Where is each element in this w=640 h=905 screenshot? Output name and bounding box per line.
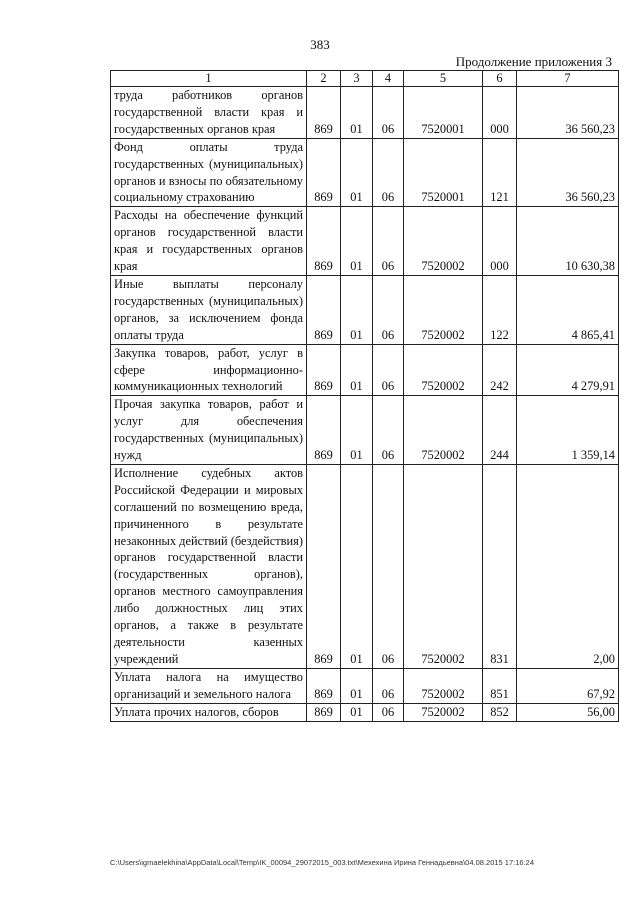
target-article-cell: 7520002 [404,396,483,465]
subsection-code-cell: 06 [373,207,404,276]
expense-name-cell: Фонд оплаты труда государственных (муниципальных) органов и взносы по обязательному социальному страхованию [111,138,307,207]
expense-name-cell: Уплата прочих налогов, сборов [111,703,307,721]
admin-code-cell: 869 [307,464,341,668]
table-row [111,207,619,276]
section-code-cell: 01 [341,464,373,668]
expense-type-cell: 852 [483,703,517,721]
column-header: 3 [341,71,373,87]
amount-cell: 4 279,91 [517,344,619,396]
admin-code-cell: 869 [307,87,341,139]
subsection-code-cell: 06 [373,87,404,139]
section-code-cell: 01 [341,87,373,139]
target-article-cell: 7520002 [404,464,483,668]
table-row [111,138,619,207]
subsection-code-cell: 06 [373,344,404,396]
expense-type-cell: 000 [483,87,517,139]
admin-code-cell: 869 [307,703,341,721]
amount-cell: 4 865,41 [517,275,619,344]
table-row [111,396,619,465]
target-article-cell: 7520002 [404,703,483,721]
amount-cell: 36 560,23 [517,138,619,207]
target-article-cell: 7520001 [404,138,483,207]
section-code-cell: 01 [341,344,373,396]
expense-name-cell: Закупка товаров, работ, услуг в сфере информационно-коммуникационных технологий [111,344,307,396]
amount-cell: 36 560,23 [517,87,619,139]
column-header: 7 [517,71,619,87]
column-header: 6 [483,71,517,87]
subsection-code-cell: 06 [373,275,404,344]
expense-type-cell: 244 [483,396,517,465]
table-row [111,464,619,668]
target-article-cell: 7520002 [404,275,483,344]
section-code-cell: 01 [341,703,373,721]
page-number: 383 [310,37,330,52]
expense-type-cell: 831 [483,464,517,668]
admin-code-cell: 869 [307,396,341,465]
table-row [111,87,619,139]
amount-cell: 2,00 [517,464,619,668]
expense-name-cell: Расходы на обеспечение функций органов государственной власти края и государственных органов края [111,207,307,276]
expense-type-cell: 122 [483,275,517,344]
admin-code-cell: 869 [307,138,341,207]
file-path-footer: C:\Users\igmaelekhina\AppData\Local\Temp\IK_00094_29072015_003.txt\Мехехина Ирина Геннадьевна\04.08.2015 17:16:24 [110,858,534,867]
section-code-cell: 01 [341,275,373,344]
expense-type-cell: 851 [483,668,517,703]
subsection-code-cell: 06 [373,703,404,721]
section-code-cell: 01 [341,668,373,703]
table-row [111,275,619,344]
column-header: 4 [373,71,404,87]
column-number-header-row [111,71,619,87]
amount-cell: 67,92 [517,668,619,703]
target-article-cell: 7520002 [404,344,483,396]
column-header: 2 [307,71,341,87]
admin-code-cell: 869 [307,344,341,396]
expense-name-cell: Исполнение судебных актов Российской Федерации и мировых соглашений по возмещению вреда, причиненного в результате незаконных действий (бездействия) органов государственной власти (государственных органов), органов местного самоуправления либо должностных лиц этих органов, а также в результате деятельности казенных учреждений [111,464,307,668]
subsection-code-cell: 06 [373,668,404,703]
expense-name-cell: Иные выплаты персоналу государственных (муниципальных) органов, за исключением фонда оплаты труда [111,275,307,344]
target-article-cell: 7520002 [404,207,483,276]
target-article-cell: 7520002 [404,668,483,703]
expense-name-cell: труда работников органов государственной власти края и государственных органов края [111,87,307,139]
section-code-cell: 01 [341,396,373,465]
table-row [111,703,619,721]
amount-cell: 1 359,14 [517,396,619,465]
amount-cell: 56,00 [517,703,619,721]
section-code-cell: 01 [341,138,373,207]
subsection-code-cell: 06 [373,464,404,668]
budget-table-body [111,87,619,722]
section-code-cell: 01 [341,207,373,276]
column-header: 5 [404,71,483,87]
admin-code-cell: 869 [307,668,341,703]
subsection-code-cell: 06 [373,138,404,207]
appendix-continuation-label: Продолжение приложения 3 [455,54,612,69]
table-row [111,344,619,396]
table-row [111,668,619,703]
expense-type-cell: 000 [483,207,517,276]
budget-table [110,70,619,722]
admin-code-cell: 869 [307,207,341,276]
admin-code-cell: 869 [307,275,341,344]
expense-type-cell: 242 [483,344,517,396]
subsection-code-cell: 06 [373,396,404,465]
expense-name-cell: Уплата налога на имущество организаций и земельного налога [111,668,307,703]
expense-name-cell: Прочая закупка товаров, работ и услуг для обеспечения государственных (муниципальных) нужд [111,396,307,465]
target-article-cell: 7520001 [404,87,483,139]
amount-cell: 10 630,38 [517,207,619,276]
expense-type-cell: 121 [483,138,517,207]
column-header: 1 [111,71,307,87]
